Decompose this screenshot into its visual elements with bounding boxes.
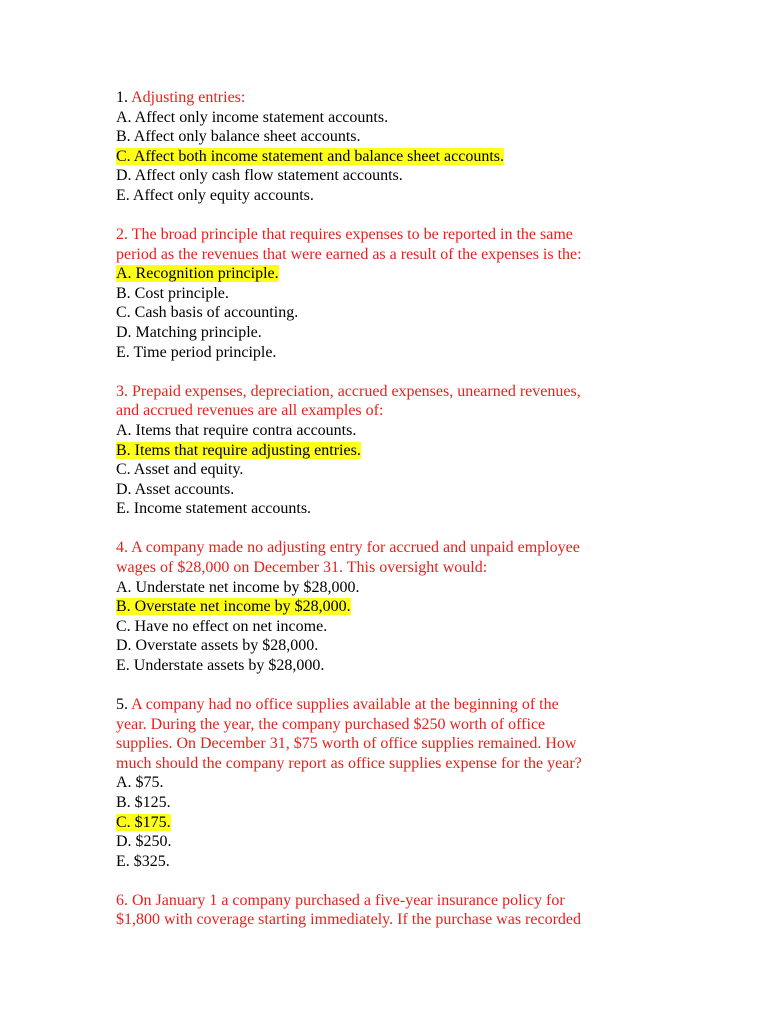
question-stem-line — [116, 245, 756, 265]
question-stem-text: and accrued revenues are all examples of: — [116, 402, 384, 420]
question-stem-line — [116, 538, 756, 558]
answer-option — [116, 127, 756, 147]
question-stem-text: supplies. On December 31, $75 worth of office supplies remained. How — [116, 735, 577, 753]
question-number: 3. — [116, 382, 128, 400]
question-stem-text: period as the revenues that were earned as a result of the expenses is the: — [116, 245, 582, 263]
answer-option-text: D. Asset accounts. — [116, 480, 235, 498]
question-stem-line — [116, 754, 756, 774]
answer-option-correct — [116, 264, 756, 284]
question-stem-text: A company had no office supplies available at the beginning of the — [131, 696, 559, 714]
correct-answer-highlight: B. Overstate net income by $28,000. — [116, 598, 351, 616]
answer-option-text: D. $250. — [116, 833, 172, 851]
answer-option-text: D. Affect only cash flow statement accounts. — [116, 167, 403, 185]
answer-option-text: C. Cash basis of accounting. — [116, 304, 299, 322]
answer-option-text: E. Income statement accounts. — [116, 500, 312, 518]
question-4 — [116, 538, 756, 675]
answer-option — [116, 480, 756, 500]
answer-option-text: B. Affect only balance sheet accounts. — [116, 128, 361, 146]
answer-option-text: C. Have no effect on net income. — [116, 617, 328, 635]
answer-option — [116, 852, 756, 872]
answer-option-text: A. $75. — [116, 774, 164, 792]
question-stem-line — [116, 225, 756, 245]
answer-option-text: A. Understate net income by $28,000. — [116, 578, 360, 596]
answer-option-correct — [116, 597, 756, 617]
question-stem-line — [116, 891, 756, 911]
question-5 — [116, 695, 756, 871]
answer-option — [116, 499, 756, 519]
answer-option-text: E. $325. — [116, 852, 170, 870]
correct-answer-highlight: C. Affect both income statement and balance sheet accounts. — [116, 147, 505, 165]
question-stem-line — [116, 88, 756, 108]
question-stem-line — [116, 715, 756, 735]
answer-option — [116, 303, 756, 323]
answer-option — [116, 421, 756, 441]
question-stem-line — [116, 401, 756, 421]
answer-option — [116, 636, 756, 656]
answer-option-text: A. Affect only income statement accounts. — [116, 108, 389, 126]
question-stem-text: wages of $28,000 on December 31. This oversight would: — [116, 558, 488, 576]
question-number: 6. — [116, 891, 128, 909]
document-page — [116, 88, 756, 950]
question-stem-line — [116, 695, 756, 715]
correct-answer-highlight: C. $175. — [116, 813, 171, 831]
answer-option-text: D. Overstate assets by $28,000. — [116, 637, 319, 655]
answer-option — [116, 323, 756, 343]
question-1 — [116, 88, 756, 206]
answer-option — [116, 108, 756, 128]
answer-option — [116, 832, 756, 852]
question-stem-line — [116, 382, 756, 402]
question-stem-line — [116, 558, 756, 578]
answer-option-correct — [116, 813, 756, 833]
answer-option-correct — [116, 441, 756, 461]
answer-option — [116, 793, 756, 813]
correct-answer-highlight: A. Recognition principle. — [116, 265, 279, 283]
question-2 — [116, 225, 756, 362]
question-stem-text: Prepaid expenses, depreciation, accrued expenses, unearned revenues, — [132, 382, 581, 400]
answer-option — [116, 343, 756, 363]
question-number: 1. — [116, 89, 128, 106]
question-stem-line — [116, 910, 756, 930]
question-stem-line — [116, 734, 756, 754]
answer-option — [116, 773, 756, 793]
correct-answer-highlight: B. Items that require adjusting entries. — [116, 441, 361, 459]
question-stem-text: A company made no adjusting entry for accrued and unpaid employee — [131, 539, 580, 557]
question-number: 5. — [116, 696, 128, 714]
question-number: 2. — [116, 226, 128, 244]
question-stem-text: On January 1 a company purchased a five-year insurance policy for — [132, 891, 565, 909]
answer-option-text: B. $125. — [116, 794, 171, 811]
answer-option-text: D. Matching principle. — [116, 324, 262, 342]
answer-option-text: B. Cost principle. — [116, 284, 229, 302]
answer-option-text: E. Understate assets by $28,000. — [116, 656, 325, 674]
question-stem-text: $1,800 with coverage starting immediately. If the purchase was recorded — [116, 911, 582, 929]
question-stem-text: much should the company report as office supplies expense for the year? — [116, 754, 582, 772]
answer-option-text: A. Items that require contra accounts. — [116, 421, 357, 439]
answer-option — [116, 186, 756, 206]
answer-option — [116, 617, 756, 637]
question-number: 4. — [116, 539, 128, 557]
answer-option — [116, 166, 756, 186]
question-stem-text: Adjusting entries: — [131, 89, 246, 106]
answer-option-correct — [116, 147, 756, 167]
question-6 — [116, 891, 756, 930]
answer-option-text: E. Affect only equity accounts. — [116, 186, 314, 204]
answer-option-text: E. Time period principle. — [116, 343, 277, 361]
question-3 — [116, 382, 756, 519]
answer-option — [116, 578, 756, 598]
answer-option — [116, 460, 756, 480]
question-stem-text: year. During the year, the company purchased $250 worth of office — [116, 715, 546, 733]
answer-option-text: C. Asset and equity. — [116, 461, 244, 479]
answer-option — [116, 656, 756, 676]
question-stem-text: The broad principle that requires expenses to be reported in the same — [131, 226, 573, 244]
answer-option — [116, 284, 756, 304]
